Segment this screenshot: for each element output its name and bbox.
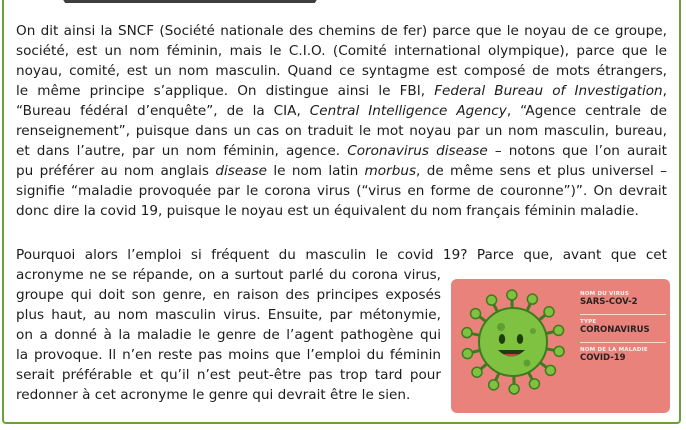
italic-term: Federal Bureau of Investigation: [434, 83, 663, 99]
virus-spike-tip: [462, 349, 472, 359]
italic-term: Central Intelligence Agency: [309, 103, 507, 119]
italic-term: Coronavirus disease: [347, 143, 488, 159]
paragraph-1-line: [16, 61, 667, 81]
virus-type-label: TYPE: [580, 319, 597, 325]
paragraph-2-line: Pourquoi alors l’emploi si fréquent du masculin le covid 19? Parce que, avant que cet: [16, 247, 667, 263]
divider: [580, 314, 666, 315]
paragraph-2-line: redonner à cet acronyme le genre qui devrait être le sien.: [16, 387, 411, 403]
paragraph-1-line: [16, 81, 667, 101]
italic-term: morbus: [364, 163, 417, 179]
cropped-heading-fragment: [60, 0, 320, 3]
divider: [580, 342, 666, 343]
paragraph-2-line: on a donné à la maladie le genre de l’agent pathogène qui: [16, 327, 441, 343]
text-run: renseignement”, puisque dans un cas on traduit le mot noyau par un nom masculin, bureau,: [16, 123, 667, 139]
virus-spike-tip: [545, 365, 555, 375]
virus-spike-tip: [554, 346, 564, 356]
paragraph-1-line: [16, 201, 667, 221]
virus-spike-tip: [509, 384, 519, 394]
virus-name-value: SARS-COV-2: [580, 297, 638, 307]
paragraph-2-line: plus haut, au nom masculin virus. Ensuite, par métonymie,: [16, 307, 441, 323]
text-run: pu préférer au nom anglais: [16, 163, 216, 179]
paragraph-1-line: [16, 41, 667, 61]
virus-info-card: [451, 279, 670, 413]
paragraph-1: [16, 21, 667, 221]
virus-spike-tip: [472, 367, 482, 377]
paragraph-2-body: [16, 265, 441, 405]
smiling-virus-icon: [451, 279, 586, 413]
paragraph-2-line: groupe qui doit son genre, en raison des principes exposés: [16, 287, 441, 303]
virus-spike-tip: [507, 290, 517, 300]
paragraph-1-line: [16, 161, 667, 181]
virus-spike-tip: [462, 328, 472, 338]
paragraph-1-line: [16, 121, 667, 141]
virus-spike-tip: [487, 295, 497, 305]
text-run: , “Agence centrale de: [506, 103, 667, 119]
paragraph-2-line: serait préférable et qu’il n’est peut-être pas trop tard pour: [16, 367, 441, 383]
virus-type-value: CORONAVIRUS: [580, 325, 650, 335]
text-run: – notons que l’on aurait: [487, 143, 667, 159]
virus-spike-tip: [544, 307, 554, 317]
virus-spike-tip: [554, 325, 564, 335]
text-run: donc dire la covid 19, puisque le noyau est un équivalent du nom français féminin maladie.: [16, 203, 639, 219]
paragraph-2-line: acronyme ne se répande, on a surtout parlé du corona virus,: [16, 267, 441, 283]
text-run: le même principe s’applique. On distingue ainsi le FBI,: [16, 83, 435, 99]
text-run: , de même sens et plus universel –: [416, 163, 667, 179]
virus-spike-tip: [527, 294, 537, 304]
paragraph-1-line: [16, 181, 667, 201]
text-run: noyau, comité, est un nom masculin. Quand ce syntagme est composé de mots étrangers,: [16, 63, 667, 79]
paragraph-1-line: [16, 21, 667, 41]
disease-name-label: NOM DE LA MALADIE: [580, 347, 648, 353]
virus-spike-tip: [529, 379, 539, 389]
text-run: société, est un nom féminin, mais le C.I.O. (Comité international olympique), parce que le: [16, 43, 667, 59]
text-run: et dans l’autre, par un nom féminin, agence.: [16, 143, 348, 159]
text-run: ,: [662, 83, 667, 99]
text-run: signifie “maladie provoquée par le corona virus (“virus en forme de couronne”)”. On devrait: [16, 183, 667, 199]
virus-labels: [580, 291, 666, 370]
paragraph-1-line: [16, 141, 667, 161]
paragraph-2-line: la provoque. Il n’en reste pas moins que l’emploi du féminin: [16, 347, 441, 363]
paragraph-1-line: [16, 101, 667, 121]
italic-term: disease: [215, 163, 267, 179]
disease-name-value: COVID-19: [580, 353, 626, 363]
text-run: le nom latin: [266, 163, 365, 179]
paragraph-2-first-line: [16, 245, 667, 265]
virus-spike-tip: [471, 309, 481, 319]
virus-name-label: NOM DU VIRUS: [580, 291, 629, 297]
virus-spike-tip: [489, 380, 499, 390]
text-run: On dit ainsi la SNCF (Société nationale des chemins de fer) parce que le noyau de ce groupe,: [16, 23, 667, 39]
text-run: “Bureau fédéral d’enquête”, de la CIA,: [16, 103, 310, 119]
